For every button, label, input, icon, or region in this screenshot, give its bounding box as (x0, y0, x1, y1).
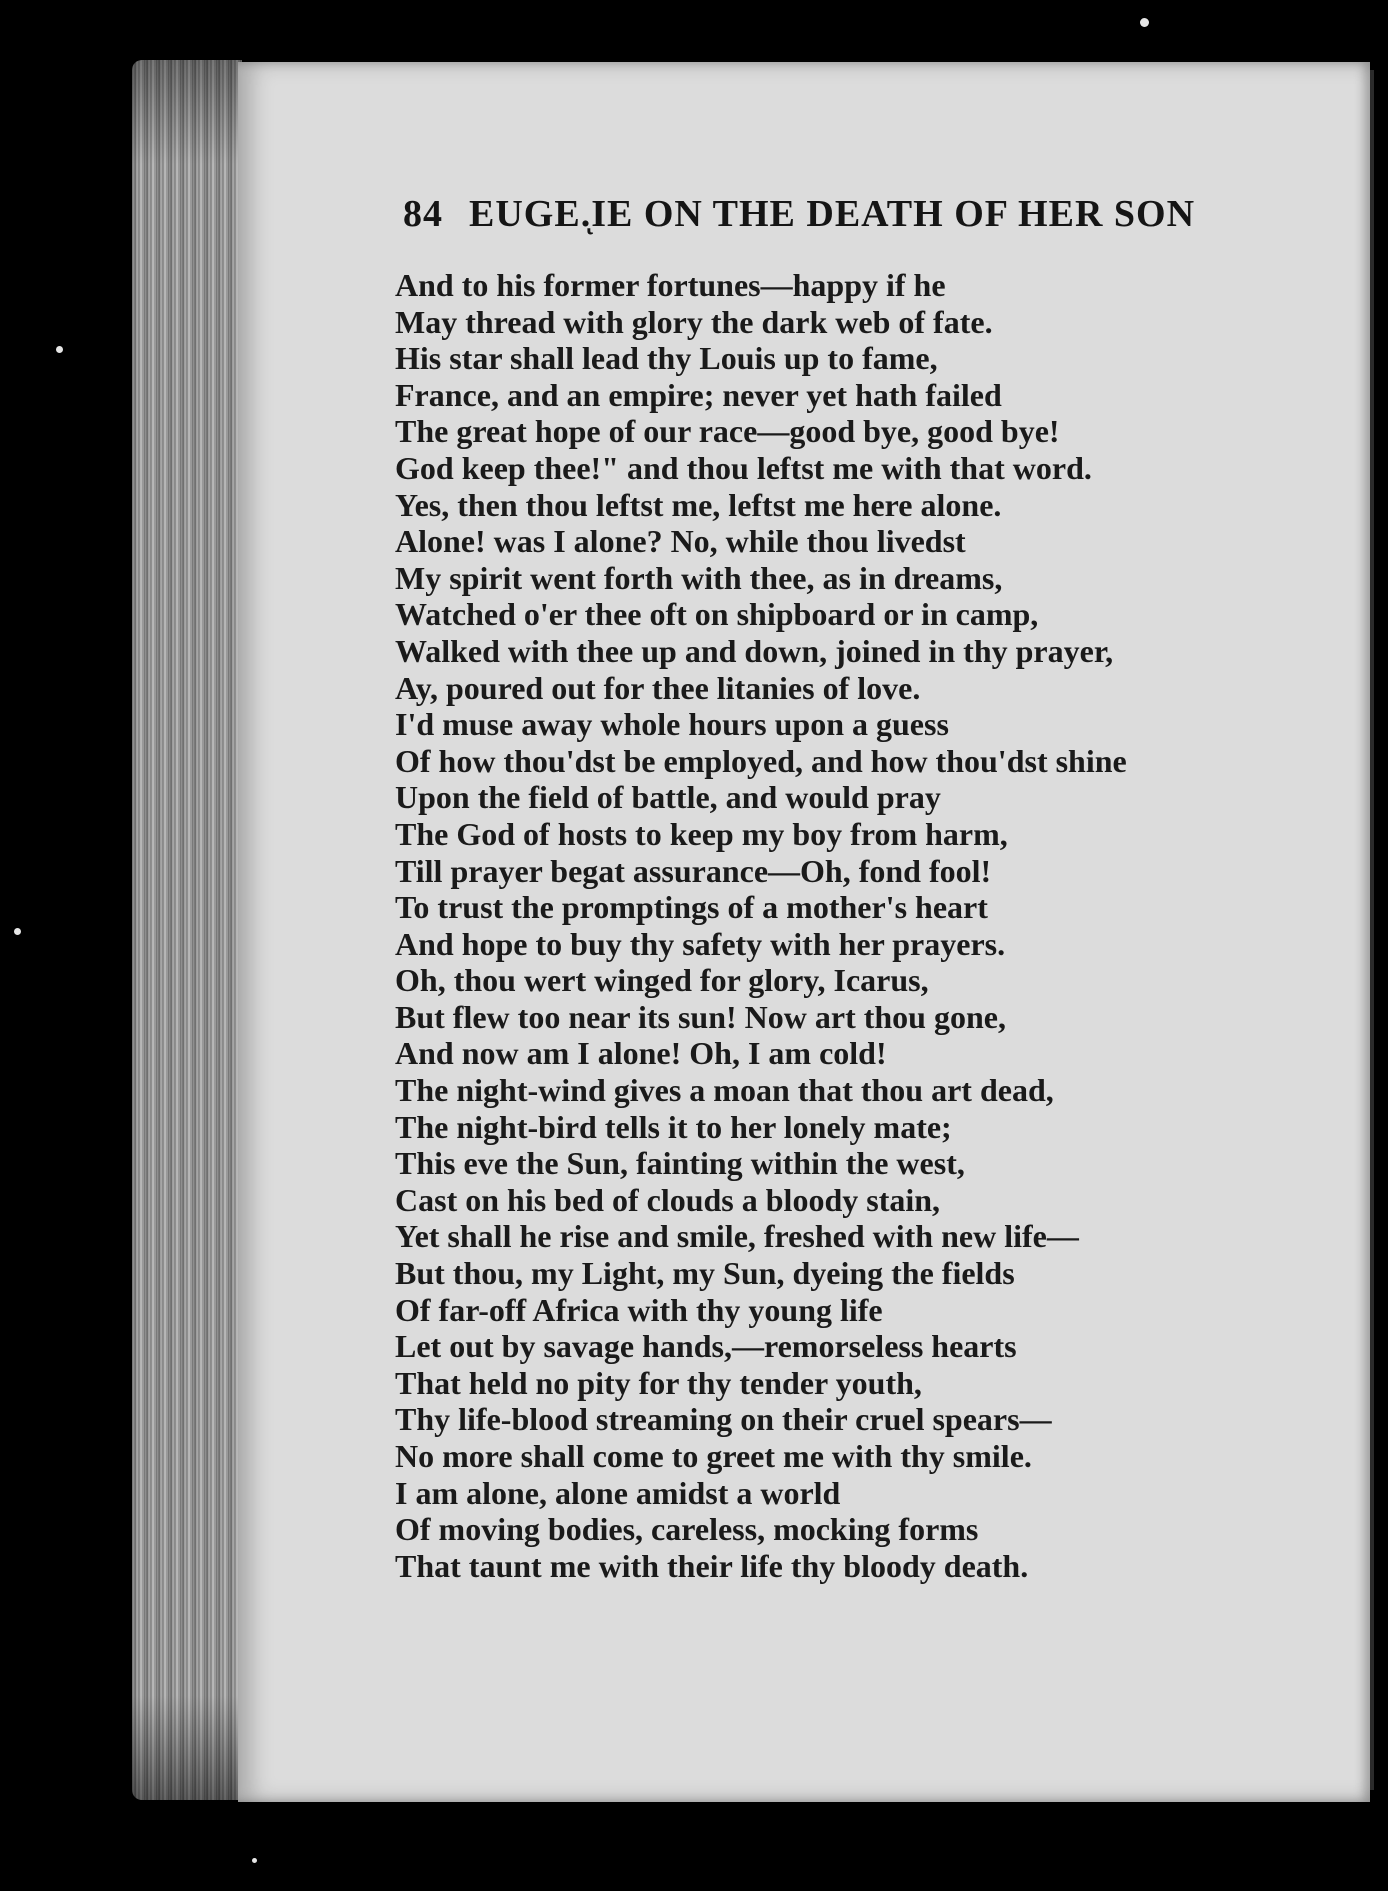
poem-line: May thread with glory the dark web of fate. (395, 303, 993, 340)
poem-line: But flew too near its sun! Now art thou gone, (395, 998, 1006, 1035)
book-page-edges (132, 60, 242, 1800)
poem-line: That held no pity for thy tender youth, (395, 1364, 922, 1401)
poem-line: Cast on his bed of clouds a bloody stain, (395, 1181, 941, 1218)
poem-line: To trust the promptings of a mother's heart (395, 889, 988, 926)
running-header (403, 192, 1195, 236)
dust-speck (252, 1858, 257, 1863)
poem-line: This eve the Sun, fainting within the west, (395, 1145, 965, 1182)
poem-line: No more shall come to greet me with thy smile. (395, 1438, 1032, 1474)
poem-line: Watched o'er thee oft on shipboard or in camp, (395, 596, 1039, 633)
poem-line: His star shall lead thy Louis up to fame, (395, 340, 938, 377)
poem-line: Yes, then thou leftst me, leftst me here alone. (395, 486, 1002, 523)
dust-speck (1140, 18, 1149, 27)
poem-line: And now am I alone! Oh, I am cold! (395, 1035, 887, 1072)
poem-line: Of far-off Africa with thy young life (395, 1291, 883, 1328)
page-number: 84 (403, 193, 443, 235)
poem-line: Of how thou'dst be employed, and how thou'dst shine (395, 742, 1127, 779)
dust-speck (56, 346, 63, 353)
running-title: EUGE.ͅIE ON THE DEATH OF HER SON (469, 193, 1196, 235)
poem-line: Let out by savage hands,—remorseless hearts (395, 1328, 1017, 1365)
poem-line: Of moving bodies, careless, mocking forms (395, 1511, 979, 1548)
poem-line: Ay, poured out for thee litanies of love. (395, 669, 921, 706)
poem-line: The God of hosts to keep my boy from harm, (395, 815, 1008, 852)
poem-line: That taunt me with their life thy bloody death. (395, 1547, 1029, 1584)
poem-line: I'd muse away whole hours upon a guess (395, 706, 949, 743)
poem-line: God keep thee!" and thou leftst me with that word. (395, 449, 1092, 486)
book-page (238, 62, 1370, 1802)
poem-line: I am alone, alone amidst a world (395, 1474, 841, 1511)
poem-line: Walked with thee up and down, joined in thy prayer, (395, 632, 1114, 669)
poem-line: Yet shall he rise and smile, freshed with new life— (395, 1218, 1079, 1255)
poem-line: The night-bird tells it to her lonely mate; (395, 1108, 952, 1145)
poem-line: Thy life-blood streaming on their cruel spears— (395, 1401, 1052, 1438)
poem-line: France, and an empire; never yet hath failed (395, 376, 1002, 413)
poem-line: And to his former fortunes—happy if he (395, 267, 946, 303)
poem-line: My spirit went forth with thee, as in dreams, (395, 559, 1003, 596)
poem-line: The great hope of our race—good bye, good bye! (395, 413, 1060, 450)
poem-line: Upon the field of battle, and would pray (395, 779, 941, 816)
dust-speck (14, 928, 21, 935)
poem-line: But thou, my Light, my Sun, dyeing the fields (395, 1255, 1015, 1292)
poem-line: The night-wind gives a moan that thou art dead, (395, 1072, 1054, 1109)
poem-line: Till prayer begat assurance—Oh, fond fool! (395, 852, 992, 889)
poem-text (395, 267, 1127, 1584)
poem-line: Oh, thou wert winged for glory, Icarus, (395, 962, 929, 999)
poem-line: And hope to buy thy safety with her prayers. (395, 925, 1006, 962)
poem-line: Alone! was I alone? No, while thou livedst (395, 523, 966, 560)
